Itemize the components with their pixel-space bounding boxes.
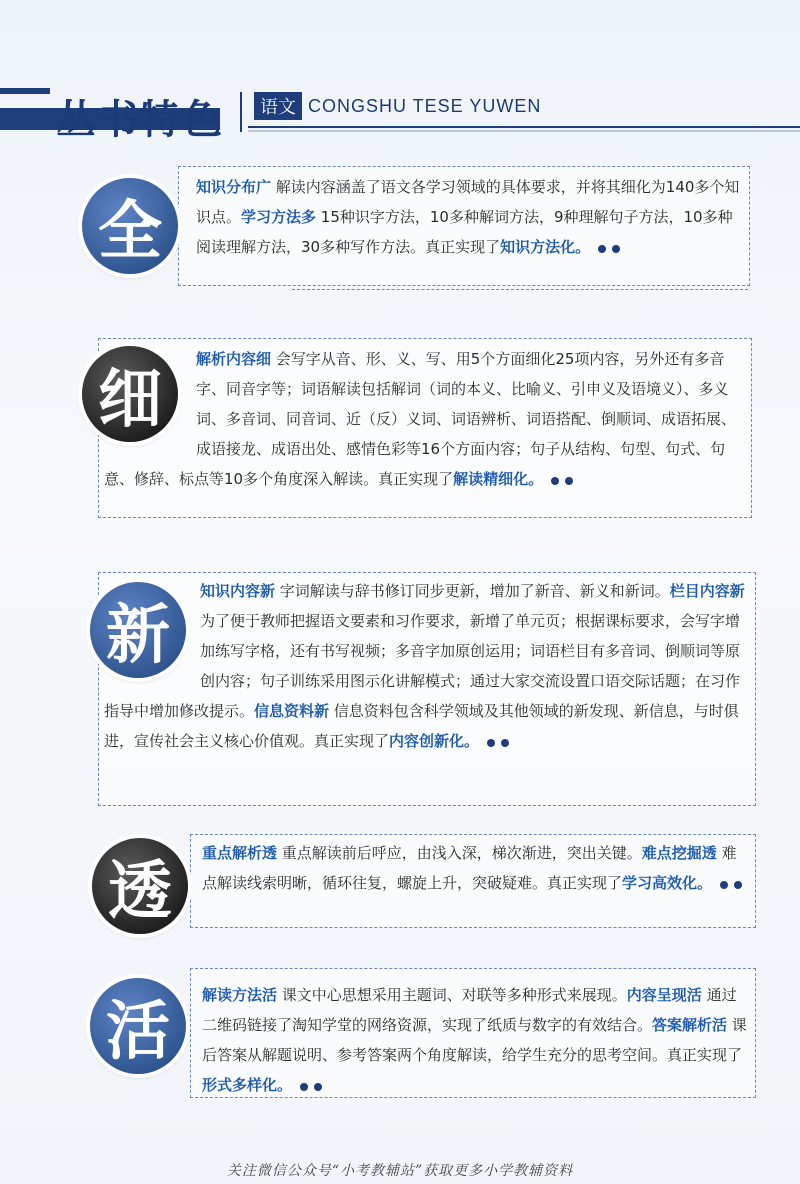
header-rule-light	[248, 130, 800, 132]
header-accent-bar	[0, 88, 50, 94]
keyword: 解读方法活	[202, 986, 278, 1004]
feature-text-huo	[202, 980, 750, 1101]
keyword: 知识分布广	[196, 178, 272, 196]
text-wrap-spacer	[104, 344, 196, 464]
feature-icon-xi: 细	[82, 346, 178, 442]
header-separator	[240, 92, 242, 132]
bullet-dots	[720, 869, 748, 899]
text-segment: 课文中心思想采用主题词、对联等多种形式来展现。	[277, 986, 627, 1004]
footer-note: 关注微信公众号“小考教辅站”获取更多小学教辅资料	[226, 1163, 574, 1179]
keyword: 难点挖掘透	[641, 844, 717, 862]
keyword: 内容创新化。	[389, 732, 480, 750]
feature-text-tou	[202, 838, 750, 899]
feature-text-quan	[196, 172, 744, 263]
text-wrap-spacer	[104, 576, 200, 696]
page-title: 丛书特色	[56, 96, 224, 143]
keyword: 内容呈现活	[626, 986, 702, 1004]
feature-icon-huo: 活	[90, 978, 186, 1074]
text-segment: 会写字从音、形、义、写、用5个方面细化25项内容，另外还有多音字、同音字等；词语解读包括解词（词的本义、比喻义、引申义及语境义）、多义词、多音词、同音词、近（反）义词、词语辨析、词语搭配、倒顺词、成语拓展、成语接龙、成语出处、感情色彩等16个方面内容；句子从结构、句型、句式、句意、修辞、标点等10多个角度深入解读。真正实现了	[104, 350, 737, 488]
keyword: 解读精细化。	[453, 470, 544, 488]
text-segment: 重点解读前后呼应，由浅入深，梯次渐进，突出关键。	[277, 844, 642, 862]
keyword: 重点解析透	[202, 844, 278, 862]
keyword: 形式多样化。	[202, 1076, 293, 1094]
bullet-dots	[551, 465, 579, 495]
feature-icon-xin: 新	[90, 582, 186, 678]
keyword: 答案解析活	[652, 1016, 728, 1034]
text-segment: 难点解读线索明晰，循环往复，螺旋上升，突破疑难。真正实现了	[202, 844, 737, 892]
text-segment: 通过二维码链接了淘知学堂的网络资源，实现了纸质与数字的有效结合。	[202, 986, 737, 1034]
header-english: CONGSHU TESE YUWEN	[308, 96, 542, 116]
keyword: 解析内容细	[196, 350, 272, 368]
keyword: 栏目内容新	[669, 582, 745, 600]
keyword: 学习方法多	[241, 208, 317, 226]
feature-icon-quan: 全	[82, 178, 178, 274]
dashed-trail	[292, 289, 748, 290]
text-segment: 信息资料包含科学领域及其他领域的新发现、新信息，与时俱进，宣传社会主义核心价值观。真正实现了	[104, 702, 739, 750]
feature-text-xi	[104, 344, 744, 495]
text-segment: 课后答案从解题说明、参考答案两个角度解读，给学生充分的思考空间。真正实现了	[202, 1016, 747, 1064]
header-rule	[248, 126, 800, 128]
text-segment: 字词解读与辞书修订同步更新，增加了新音、新义和新词。	[275, 582, 670, 600]
bullet-dots	[300, 1071, 328, 1101]
feature-text-xin	[104, 576, 750, 757]
text-segment: 解读内容涵盖了语文各学习领域的具体要求，并将其细化为140多个知识点。	[196, 178, 740, 226]
keyword: 知识内容新	[200, 582, 276, 600]
keyword: 学习高效化。	[622, 874, 713, 892]
feature-icon-tou: 透	[92, 838, 188, 934]
bullet-dots	[487, 727, 515, 757]
bullet-dots	[598, 233, 626, 263]
text-segment: 为了便于教师把握语文要素和习作要求，新增了单元页；根据课标要求，会写字增加练写字格，还有书写视频；多音字加原创运用；词语栏目有多音词、倒顺词等原创内容；句子训练采用图示化讲解模式；通过大家交流设置口语交际话题；在习作指导中增加修改提示。	[104, 612, 741, 720]
text-segment: 15种识字方法，10多种解词方法，9种理解句子方法，10多种阅读理解方法，30多种写作方法。真正实现了	[196, 208, 733, 256]
subject-tag: 语文	[254, 92, 302, 120]
keyword: 信息资料新	[254, 702, 330, 720]
keyword: 知识方法化。	[500, 238, 591, 256]
